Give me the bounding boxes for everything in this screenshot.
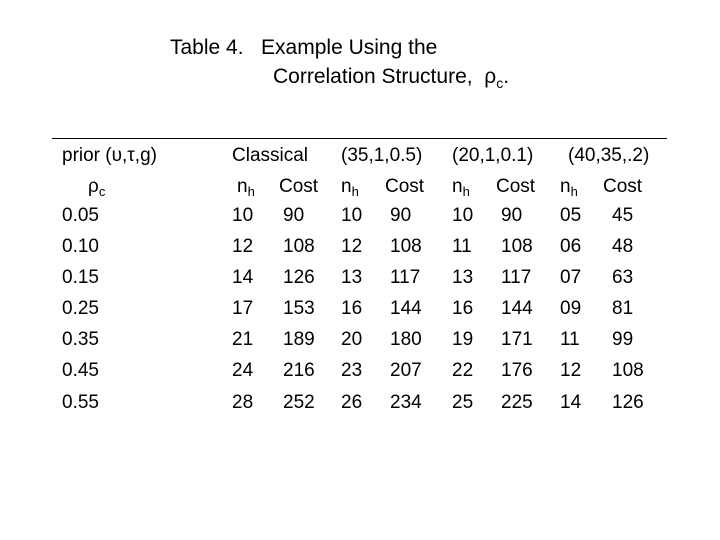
table-cell-r7-c5: 234 [390,392,422,413]
table-cell-r5-c6: 19 [452,329,474,350]
subheader-n-2: $n_h$ [341,176,359,199]
table-cell-r4-c8: 09 [560,298,582,319]
table-cell-r5-c5: 180 [390,329,422,350]
table-cell-r2-c4: 12 [341,236,363,257]
table-cell-r7-c6: 25 [452,392,474,413]
table-cell-r5-c1: 0.35 [62,329,99,350]
table-cell-r6-c2: 24 [232,360,254,381]
table-cell-r3-c5: 117 [390,267,421,288]
table-cell-r1-c7: 90 [501,205,523,226]
subheader-n-3: $n_h$ [452,176,470,199]
table-cell-r5-c4: 20 [341,329,363,350]
table-cell-r7-c9: 126 [612,392,644,413]
table-cell-r2-c6: 11 [452,236,472,257]
subheader-rho: $\rho_c$ [88,176,106,199]
table-cell-r3-c4: 13 [341,267,363,288]
table-cell-r7-c1: 0.55 [62,392,99,413]
table-cell-r5-c2: 21 [232,329,254,350]
table-cell-r6-c9: 108 [612,360,644,381]
table-cell-r1-c5: 90 [390,205,412,226]
table-cell-r1-c6: 10 [452,205,474,226]
table-cell-r4-c9: 81 [612,298,634,319]
table-cell-r6-c6: 22 [452,360,474,381]
table-cell-r3-c2: 14 [232,267,254,288]
table-cell-r5-c7: 171 [501,329,533,350]
title-line-2: Correlation Structure, $\rho_c$. [273,65,510,91]
table-cell-r6-c4: 23 [341,360,363,381]
table-cell-r1-c9: 45 [612,205,634,226]
table-cell-r2-c2: 12 [232,236,254,257]
subheader-n-1: $n_h$ [237,176,255,199]
table-cell-r6-c3: 216 [283,360,315,381]
table-cell-r4-c5: 144 [390,298,422,319]
table-cell-r2-c3: 108 [283,236,315,257]
table-cell-r4-c3: 153 [283,298,315,319]
table-title [170,33,509,98]
title-line-1: Table 4. Example Using the [170,36,438,59]
header-prior: prior (υ,τ,g) [62,145,157,166]
table-cell-r1-c2: 10 [232,205,254,226]
table-cell-r1-c8: 05 [560,205,582,226]
table-cell-r7-c8: 14 [560,392,582,413]
subheader-cost-1: Cost [279,176,319,197]
table-cell-r6-c5: 207 [390,360,422,381]
table-cell-r7-c2: 28 [232,392,254,413]
header-group-40-35-0-2: (40,35,.2) [568,145,650,166]
table-cell-r3-c8: 07 [560,267,582,288]
header-group-20-1-0-1: (20,1,0.1) [452,145,534,166]
table-cell-r6-c7: 176 [501,360,533,381]
subheader-cost-4: Cost [603,176,643,197]
table-cell-r4-c4: 16 [341,298,363,319]
table-cell-r1-c1: 0.05 [62,205,99,226]
table-cell-r5-c3: 189 [283,329,315,350]
table-cell-r1-c4: 10 [341,205,363,226]
table-cell-r4-c2: 17 [232,298,254,319]
table-cell-r2-c1: 0.10 [62,236,99,257]
table-cell-r3-c3: 126 [283,267,315,288]
table-cell-r5-c8: 11 [560,329,580,350]
subheader-cost-3: Cost [496,176,536,197]
subheader-n-4: $n_h$ [560,176,578,199]
subheader-cost-2: Cost [385,176,425,197]
header-group-35-1-0-5: (35,1,0.5) [341,145,423,166]
table-cell-r2-c5: 108 [390,236,422,257]
table-cell-r3-c6: 13 [452,267,474,288]
table-cell-r4-c6: 16 [452,298,474,319]
table-cell-r7-c3: 252 [283,392,315,413]
table-cell-r3-c7: 117 [501,267,532,288]
data-table [52,138,667,425]
table-cell-r7-c7: 225 [501,392,533,413]
table-cell-r6-c1: 0.45 [62,360,99,381]
table-cell-r2-c7: 108 [501,236,533,257]
table-cell-r4-c1: 0.25 [62,298,99,319]
table-cell-r4-c7: 144 [501,298,533,319]
table-cell-r6-c8: 12 [560,360,582,381]
table-cell-r5-c9: 99 [612,329,634,350]
header-classical: Classical [232,145,309,166]
table-cell-r7-c4: 26 [341,392,363,413]
table-cell-r2-c8: 06 [560,236,582,257]
table-cell-r3-c9: 63 [612,267,634,288]
table-cell-r3-c1: 0.15 [62,267,99,288]
table-cell-r2-c9: 48 [612,236,634,257]
table-cell-r1-c3: 90 [283,205,305,226]
